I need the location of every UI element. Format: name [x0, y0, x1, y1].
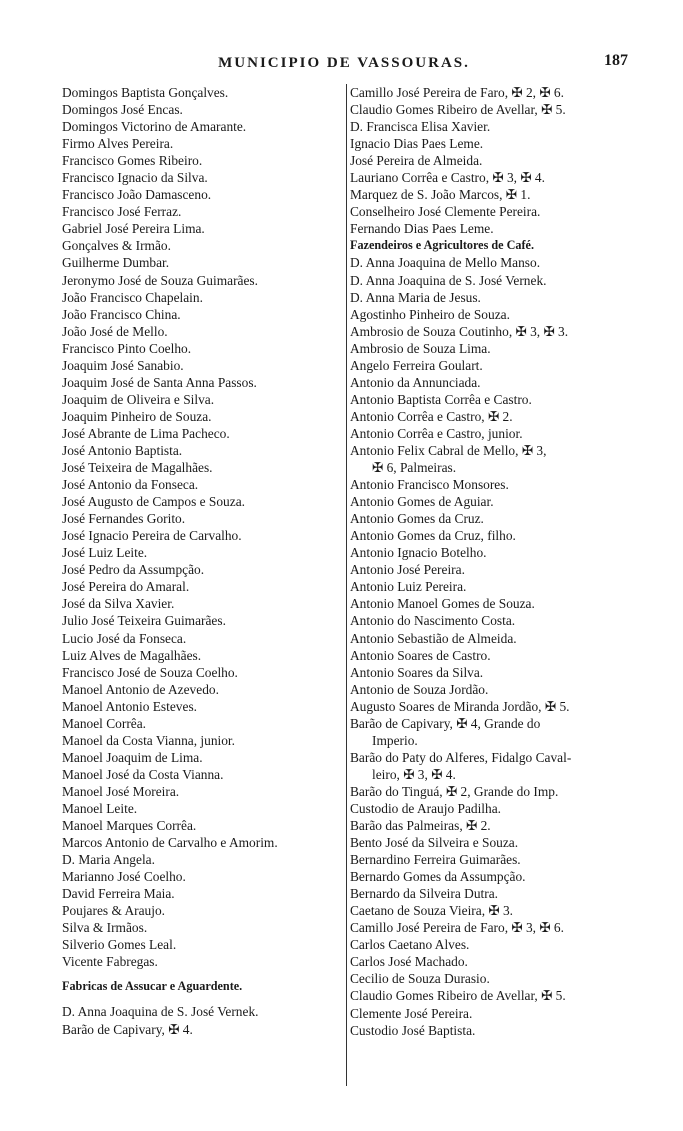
- list-entry: ✠ 6, Palmeiras.: [372, 460, 457, 476]
- list-entry: José Abrante de Lima Pacheco.: [62, 425, 230, 441]
- list-entry: Bernardo Gomes da Assumpção.: [350, 869, 526, 885]
- list-entry: Barão das Palmeiras, ✠ 2.: [350, 818, 491, 834]
- list-entry: Bernardino Ferreira Guimarães.: [350, 852, 521, 868]
- list-entry: José Fernandes Gorito.: [62, 511, 186, 527]
- list-entry: Bernardo da Silveira Dutra.: [350, 886, 498, 902]
- list-entry: D. Anna Joaquina de S. José Vernek.: [350, 272, 547, 288]
- list-entry: Carlos José Machado.: [350, 954, 468, 970]
- list-entry: Antonio Manoel Gomes de Souza.: [350, 596, 535, 612]
- list-entry: Joaquim Pinheiro de Souza.: [62, 408, 212, 424]
- list-entry: Gonçalves & Irmão.: [62, 238, 171, 254]
- list-entry: Silverio Gomes Leal.: [62, 937, 177, 953]
- list-entry: Lauriano Corrêa e Castro, ✠ 3, ✠ 4.: [350, 170, 545, 186]
- list-entry: Manoel Marques Corrêa.: [62, 818, 197, 834]
- list-entry: Vicente Fabregas.: [62, 954, 158, 970]
- list-entry: Antonio Soares da Silva.: [350, 664, 484, 680]
- section-heading: Fabricas de Assucar e Aguardente.: [62, 979, 243, 994]
- list-entry: José Teixeira de Magalhães.: [62, 460, 213, 476]
- list-entry: João Francisco Chapelain.: [62, 289, 203, 305]
- list-entry: Francisco João Damasceno.: [62, 187, 212, 203]
- right-column: [350, 84, 640, 1039]
- list-entry: D. Anna Maria de Jesus.: [350, 289, 481, 305]
- list-entry: David Ferreira Maia.: [62, 886, 175, 902]
- list-entry: D. Francisca Elisa Xavier.: [350, 119, 491, 135]
- list-entry: Conselheiro José Clemente Pereira.: [350, 204, 541, 220]
- list-entry: Manoel Corrêa.: [62, 715, 147, 731]
- list-entry: Domingos Victorino de Amarante.: [62, 119, 247, 135]
- list-entry: Augusto Soares de Miranda Jordão, ✠ 5.: [350, 698, 570, 714]
- list-entry: Barão de Capivary, ✠ 4.: [62, 1021, 193, 1037]
- list-entry: Ignacio Dias Paes Leme.: [350, 136, 484, 152]
- list-entry: Manoel José da Costa Vianna.: [62, 766, 224, 782]
- list-entry: José Pedro da Assumpção.: [62, 562, 205, 578]
- list-entry: Francisco José Ferraz.: [62, 204, 182, 220]
- list-entry: Antonio Francisco Monsores.: [350, 477, 509, 493]
- list-entry: Barão do Paty do Alferes, Fidalgo Caval-: [350, 749, 572, 765]
- list-entry: Barão do Tinguá, ✠ 2, Grande do Imp.: [350, 783, 559, 799]
- list-entry: Guilherme Dumbar.: [62, 255, 170, 271]
- list-entry: Antonio do Nascimento Costa.: [350, 613, 516, 629]
- list-entry: Antonio Ignacio Botelho.: [350, 545, 487, 561]
- list-entry: Marianno José Coelho.: [62, 869, 186, 885]
- list-entry: Manoel da Costa Vianna, junior.: [62, 732, 235, 748]
- list-entry: Camillo José Pereira de Faro, ✠ 3, ✠ 6.: [350, 920, 564, 936]
- list-entry: Julio José Teixeira Guimarães.: [62, 613, 226, 629]
- list-entry: Antonio Corrêa e Castro, junior.: [350, 425, 523, 441]
- list-entry: Ambrosio de Souza Coutinho, ✠ 3, ✠ 3.: [350, 323, 569, 339]
- list-entry: Marquez de S. João Marcos, ✠ 1.: [350, 187, 531, 203]
- list-entry: Francisco Ignacio da Silva.: [62, 170, 208, 186]
- list-entry: Antonio de Souza Jordão.: [350, 681, 489, 697]
- list-entry: Angelo Ferreira Goulart.: [350, 357, 483, 373]
- page-title: MUNICIPIO DE VASSOURAS.: [218, 55, 470, 71]
- list-entry: Domingos Baptista Gonçalves.: [62, 85, 229, 100]
- list-entry: Antonio da Annunciada.: [350, 374, 481, 390]
- list-entry: Antonio Soares de Castro.: [350, 647, 491, 663]
- list-entry: Jeronymo José de Souza Guimarães.: [62, 272, 258, 288]
- list-entry: Fernando Dias Paes Leme.: [350, 221, 494, 237]
- list-entry: João Francisco China.: [62, 306, 181, 322]
- list-entry: Carlos Caetano Alves.: [350, 937, 470, 953]
- list-entry: Lucio José da Fonseca.: [62, 630, 187, 646]
- list-entry: D. Anna Joaquina de Mello Manso.: [350, 255, 541, 271]
- list-entry: José Antonio da Fonseca.: [62, 477, 199, 493]
- page-number: 187: [604, 52, 628, 69]
- list-entry: Francisco José de Souza Coelho.: [62, 664, 238, 680]
- list-entry: Francisco Pinto Coelho.: [62, 340, 192, 356]
- list-entry: Camillo José Pereira de Faro, ✠ 2, ✠ 6.: [350, 85, 564, 100]
- list-entry: Joaquim José Sanabio.: [62, 357, 184, 373]
- list-entry: Claudio Gomes Ribeiro de Avellar, ✠ 5.: [350, 988, 566, 1004]
- list-entry: Antonio Gomes da Cruz, filho.: [350, 528, 516, 544]
- list-entry: Clemente José Pereira.: [350, 1005, 473, 1021]
- list-entry: Ambrosio de Souza Lima.: [350, 340, 491, 356]
- list-entry: Antonio Luiz Pereira.: [350, 579, 467, 595]
- list-entry: José Pereira do Amaral.: [62, 579, 190, 595]
- list-entry: Joaquim José de Santa Anna Passos.: [62, 374, 257, 390]
- list-entry: Firmo Alves Pereira.: [62, 136, 174, 152]
- list-entry: Cecilio de Souza Durasio.: [350, 971, 490, 987]
- list-entry: Agostinho Pinheiro de Souza.: [350, 306, 510, 322]
- list-entry: José Augusto de Campos e Souza.: [62, 494, 245, 510]
- list-entry: Poujares & Araujo.: [62, 903, 166, 919]
- list-entry: D. Maria Angela.: [62, 852, 155, 868]
- list-entry: Claudio Gomes Ribeiro de Avellar, ✠ 5.: [350, 102, 566, 118]
- list-entry: Joaquim de Oliveira e Silva.: [62, 391, 215, 407]
- list-entry: Antonio Felix Cabral de Mello, ✠ 3,: [350, 442, 547, 458]
- page-header: [60, 52, 628, 74]
- list-entry: Manoel Antonio Esteves.: [62, 698, 198, 714]
- column-divider: [346, 84, 347, 1086]
- list-entry: Silva & Irmãos.: [62, 920, 148, 936]
- list-entry: Manoel José Moreira.: [62, 783, 180, 799]
- list-entry: Manoel Antonio de Azevedo.: [62, 681, 219, 697]
- list-entry: José Pereira de Almeida.: [350, 153, 483, 169]
- left-column: [62, 84, 348, 1038]
- list-entry: Marcos Antonio de Carvalho e Amorim.: [62, 835, 278, 851]
- list-entry: D. Anna Joaquina de S. José Vernek.: [62, 1004, 259, 1020]
- list-entry: leiro, ✠ 3, ✠ 4.: [372, 766, 456, 782]
- list-entry: Francisco Gomes Ribeiro.: [62, 153, 203, 169]
- list-entry: Antonio José Pereira.: [350, 562, 465, 578]
- list-entry: Gabriel José Pereira Lima.: [62, 221, 205, 237]
- list-entry: Bento José da Silveira e Souza.: [350, 835, 519, 851]
- list-entry: Barão de Capivary, ✠ 4, Grande do: [350, 715, 541, 731]
- section-heading: Fazendeiros e Agricultores de Café.: [350, 238, 535, 253]
- list-entry: Antonio Baptista Corrêa e Castro.: [350, 391, 532, 407]
- list-entry: Antonio Gomes da Cruz.: [350, 511, 484, 527]
- list-entry: Luiz Alves de Magalhães.: [62, 647, 202, 663]
- list-entry: Antonio Corrêa e Castro, ✠ 2.: [350, 408, 513, 424]
- list-entry: Antonio Gomes de Aguiar.: [350, 494, 494, 510]
- list-entry: José Antonio Baptista.: [62, 442, 183, 458]
- list-entry: Custodio de Araujo Padilha.: [350, 800, 502, 816]
- list-entry: Manoel Joaquim de Lima.: [62, 749, 203, 765]
- list-entry: Manoel Leite.: [62, 800, 138, 816]
- list-entry: José da Silva Xavier.: [62, 596, 175, 612]
- list-entry: Domingos José Encas.: [62, 102, 183, 118]
- list-entry: Imperio.: [372, 732, 418, 748]
- list-entry: José Luiz Leite.: [62, 545, 148, 561]
- list-entry: João José de Mello.: [62, 323, 168, 339]
- list-entry: José Ignacio Pereira de Carvalho.: [62, 528, 242, 544]
- list-entry: Antonio Sebastião de Almeida.: [350, 630, 517, 646]
- list-entry: Custodio José Baptista.: [350, 1022, 476, 1038]
- list-entry: Caetano de Souza Vieira, ✠ 3.: [350, 903, 513, 919]
